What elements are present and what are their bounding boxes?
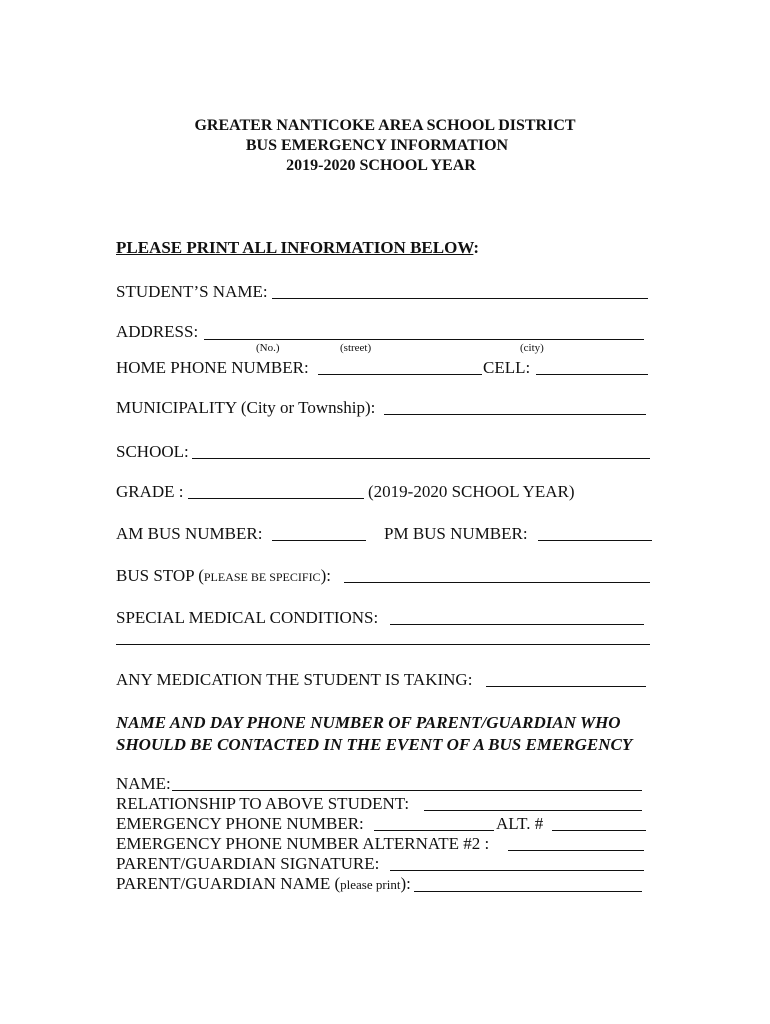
home-phone-field[interactable] bbox=[318, 374, 482, 375]
medical-field-line2[interactable] bbox=[116, 644, 650, 645]
medical-label: SPECIAL MEDICAL CONDITIONS: bbox=[116, 608, 379, 627]
contact-heading-line2: SHOULD BE CONTACTED IN THE EVENT OF A BUS EMERGENCY bbox=[116, 735, 633, 754]
alternate2-field[interactable] bbox=[508, 850, 644, 851]
alt-phone-label: ALT. # bbox=[496, 814, 544, 833]
signature-row bbox=[116, 854, 379, 874]
emergency-phone-field[interactable] bbox=[374, 830, 494, 831]
guardian-name-field[interactable] bbox=[414, 891, 642, 892]
municipality-row bbox=[116, 398, 375, 418]
school-label: SCHOOL: bbox=[116, 442, 189, 461]
address-label: ADDRESS: bbox=[116, 322, 199, 341]
grade-row bbox=[116, 482, 184, 502]
student-name-row bbox=[116, 282, 268, 302]
contact-name-label: NAME: bbox=[116, 774, 171, 793]
municipality-label: MUNICIPALITY (City or Township): bbox=[116, 398, 376, 417]
contact-heading-line1: NAME AND DAY PHONE NUMBER OF PARENT/GUARDIAN WHO bbox=[116, 713, 621, 732]
print-instruction-colon: : bbox=[473, 238, 480, 257]
guardian-name-note: please print bbox=[340, 877, 401, 892]
student-name-label: STUDENT’S NAME: bbox=[116, 282, 268, 301]
bus-stop-row bbox=[116, 566, 331, 587]
address-city-note: (city) bbox=[520, 342, 544, 354]
cell-field[interactable] bbox=[536, 374, 648, 375]
district-name: GREATER NANTICOKE AREA SCHOOL DISTRICT bbox=[194, 117, 576, 134]
cell-row bbox=[483, 358, 530, 378]
medical-field[interactable] bbox=[390, 624, 644, 625]
grade-field[interactable] bbox=[188, 498, 364, 499]
address-no-note: (No.) bbox=[256, 342, 280, 354]
municipality-field[interactable] bbox=[384, 414, 646, 415]
home-phone-label: HOME PHONE NUMBER: bbox=[116, 358, 309, 377]
address-row bbox=[116, 322, 198, 342]
medication-field[interactable] bbox=[486, 686, 646, 687]
relationship-row bbox=[116, 794, 409, 814]
am-bus-row bbox=[116, 524, 262, 544]
pm-bus-row bbox=[384, 524, 528, 544]
guardian-name-row bbox=[116, 874, 411, 895]
alternate2-row bbox=[116, 834, 489, 854]
am-bus-field[interactable] bbox=[272, 540, 366, 541]
grade-year-row bbox=[368, 482, 575, 502]
emergency-phone-row bbox=[116, 814, 364, 834]
alt-phone-row bbox=[496, 814, 543, 834]
address-field[interactable] bbox=[204, 339, 644, 340]
address-street-note: (street) bbox=[340, 342, 372, 354]
alt-phone-field[interactable] bbox=[552, 830, 646, 831]
school-field[interactable] bbox=[192, 458, 650, 459]
grade-year-label: (2019-2020 SCHOOL YEAR) bbox=[368, 482, 575, 501]
home-phone-row bbox=[116, 358, 309, 378]
am-bus-label: AM BUS NUMBER: bbox=[116, 524, 263, 543]
medication-label: ANY MEDICATION THE STUDENT IS TAKING: bbox=[116, 670, 473, 689]
school-year: 2019-2020 SCHOOL YEAR bbox=[286, 157, 476, 174]
cell-label: CELL: bbox=[483, 358, 531, 377]
guardian-name-label: PARENT/GUARDIAN NAME ( bbox=[116, 874, 341, 893]
print-instruction-text: PLEASE PRINT ALL INFORMATION BELOW bbox=[116, 238, 474, 257]
bus-stop-label: BUS STOP ( bbox=[116, 566, 204, 585]
medical-row bbox=[116, 608, 378, 628]
alternate2-label: EMERGENCY PHONE NUMBER ALTERNATE #2 : bbox=[116, 834, 490, 853]
bus-stop-note: PLEASE BE SPECIFIC bbox=[203, 570, 321, 584]
print-instruction bbox=[116, 238, 479, 258]
emergency-phone-label: EMERGENCY PHONE NUMBER: bbox=[116, 814, 364, 833]
grade-label: GRADE : bbox=[116, 482, 184, 501]
guardian-name-label-end: ): bbox=[400, 874, 411, 893]
bus-stop-field[interactable] bbox=[344, 582, 650, 583]
form-title: BUS EMERGENCY INFORMATION bbox=[245, 137, 509, 154]
contact-name-row bbox=[116, 774, 171, 794]
relationship-field[interactable] bbox=[424, 810, 642, 811]
student-name-field[interactable] bbox=[272, 298, 648, 299]
school-row bbox=[116, 442, 189, 462]
contact-name-field[interactable] bbox=[172, 790, 642, 791]
bus-stop-label-end: ): bbox=[320, 566, 331, 585]
pm-bus-field[interactable] bbox=[538, 540, 652, 541]
relationship-label: RELATIONSHIP TO ABOVE STUDENT: bbox=[116, 794, 410, 813]
signature-label: PARENT/GUARDIAN SIGNATURE: bbox=[116, 854, 380, 873]
medication-row bbox=[116, 670, 472, 690]
pm-bus-label: PM BUS NUMBER: bbox=[384, 524, 528, 543]
signature-field[interactable] bbox=[390, 870, 644, 871]
